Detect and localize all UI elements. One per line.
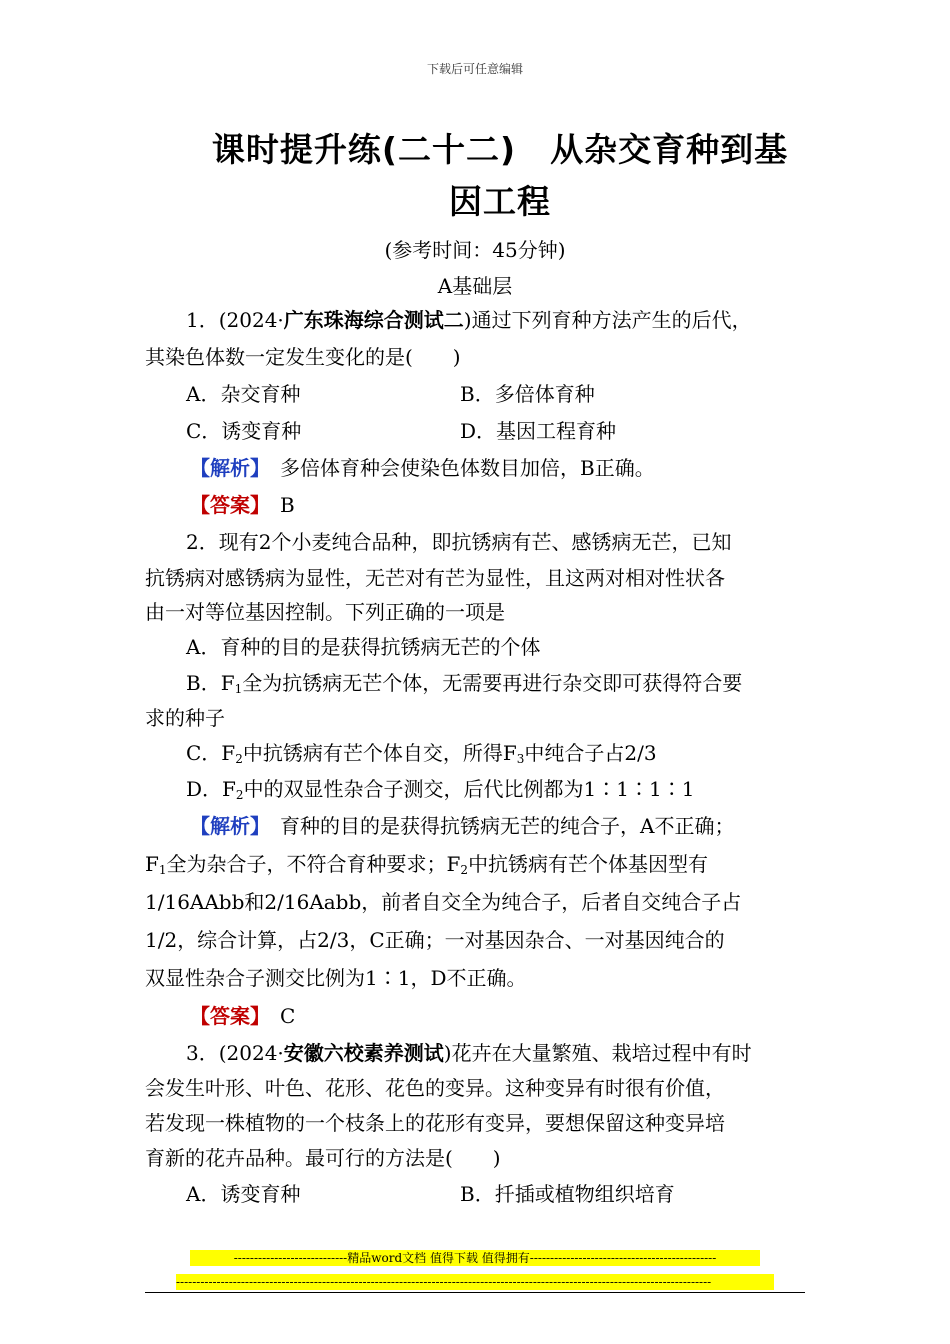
- q2-option-b-line2: 求的种子: [145, 706, 225, 730]
- q2-option-a: A．育种的目的是获得抗锈病无芒的个体: [186, 635, 541, 659]
- q2-analysis-line3: 1/16AAbb和2/16Aabb，前者自交全为纯合子，后者自交纯合子占: [145, 890, 742, 914]
- page-title-line1: 课时提升练(二十二) 从杂交育种到基: [211, 130, 789, 169]
- q2-analysis-line1: 【解析】 育种的目的是获得抗锈病无芒的纯合子，A不正确；: [190, 814, 735, 838]
- page-title-line2: 因工程: [449, 182, 551, 221]
- q2-answer: 【答案】 C: [190, 1004, 296, 1028]
- analysis-tag: 【解析】: [190, 814, 260, 838]
- q3-stem-line4: 育新的花卉品种。最可行的方法是( ): [145, 1146, 501, 1170]
- q1-option-a: A．杂交育种: [186, 382, 301, 406]
- q1-stem-line1: 1．(2024·广东珠海综合测试二)通过下列育种方法产生的后代，: [186, 308, 752, 332]
- q1-answer: 【答案】 B: [190, 493, 295, 517]
- q2-analysis-line4: 1/2，综合计算，占2/3，C正确；一对基因杂合、一对基因纯合的: [145, 928, 725, 952]
- time-note: (参考时间：45分钟): [384, 238, 566, 262]
- q1-analysis: 【解析】 多倍体育种会使染色体数目加倍，B正确。: [190, 456, 655, 480]
- q2-option-c: C．$F_2$中抗锈病有芒个体自交，所得$F_3$中纯合子占2/3: [186, 741, 657, 766]
- answer-tag: 【答案】: [190, 1004, 260, 1028]
- q3-option-a: A．诱变育种: [186, 1182, 301, 1206]
- q1-option-b: B．多倍体育种: [460, 382, 595, 406]
- q1-option-d: D．基因工程育种: [460, 419, 617, 443]
- analysis-tag: 【解析】: [190, 456, 260, 480]
- q2-analysis-line5: 双显性杂合子测交比例为1∶1，D不正确。: [145, 966, 527, 990]
- section-heading: A基础层: [437, 274, 513, 298]
- answer-tag: 【答案】: [190, 493, 260, 517]
- q1-option-c: C．诱变育种: [186, 419, 302, 443]
- q3-stem-line3: 若发现一株植物的一个枝条上的花形有变异，要想保留这种变异培: [145, 1111, 725, 1135]
- footer-rule: [145, 1292, 805, 1293]
- q2-option-b: B．$F_1$全为抗锈病无芒个体，无需要再进行杂交即可获得符合要: [186, 671, 743, 696]
- q2-analysis-line2: $F_1$全为杂合子，不符合育种要求；$F_2$中抗锈病有芒个体基因型有: [145, 852, 709, 877]
- footer-banner: ----------------------------精品word文档 值得下载 值得拥有----------------------------------------------: [190, 1250, 760, 1266]
- q2-stem-line3: 由一对等位基因控制。下列正确的一项是: [145, 600, 505, 624]
- q3-stem-line2: 会发生叶形、叶色、花形、花色的变异。这种变异有时很有价值，: [145, 1076, 725, 1100]
- q3-option-b: B．扦插或植物组织培育: [460, 1182, 675, 1206]
- q2-stem-line1: 2．现有2个小麦纯合品种，即抗锈病有芒、感锈病无芒，已知: [186, 530, 732, 554]
- q3-stem-line1: 3．(2024·安徽六校素养测试)花卉在大量繁殖、栽培过程中有时: [186, 1041, 752, 1065]
- header-note: 下载后可任意编辑: [426, 62, 523, 76]
- q2-stem-line2: 抗锈病对感锈病为显性，无芒对有芒为显性，且这两对相对性状各: [145, 566, 725, 590]
- q2-option-d: D．$F_2$中的双显性杂合子测交，后代比例都为1∶1∶1∶1: [186, 777, 695, 802]
- footer-dashes: ------------------------------------------------------------------------------------------------------------------------------------: [176, 1274, 774, 1290]
- q1-stem-line2: 其染色体数一定发生变化的是( ): [145, 345, 461, 369]
